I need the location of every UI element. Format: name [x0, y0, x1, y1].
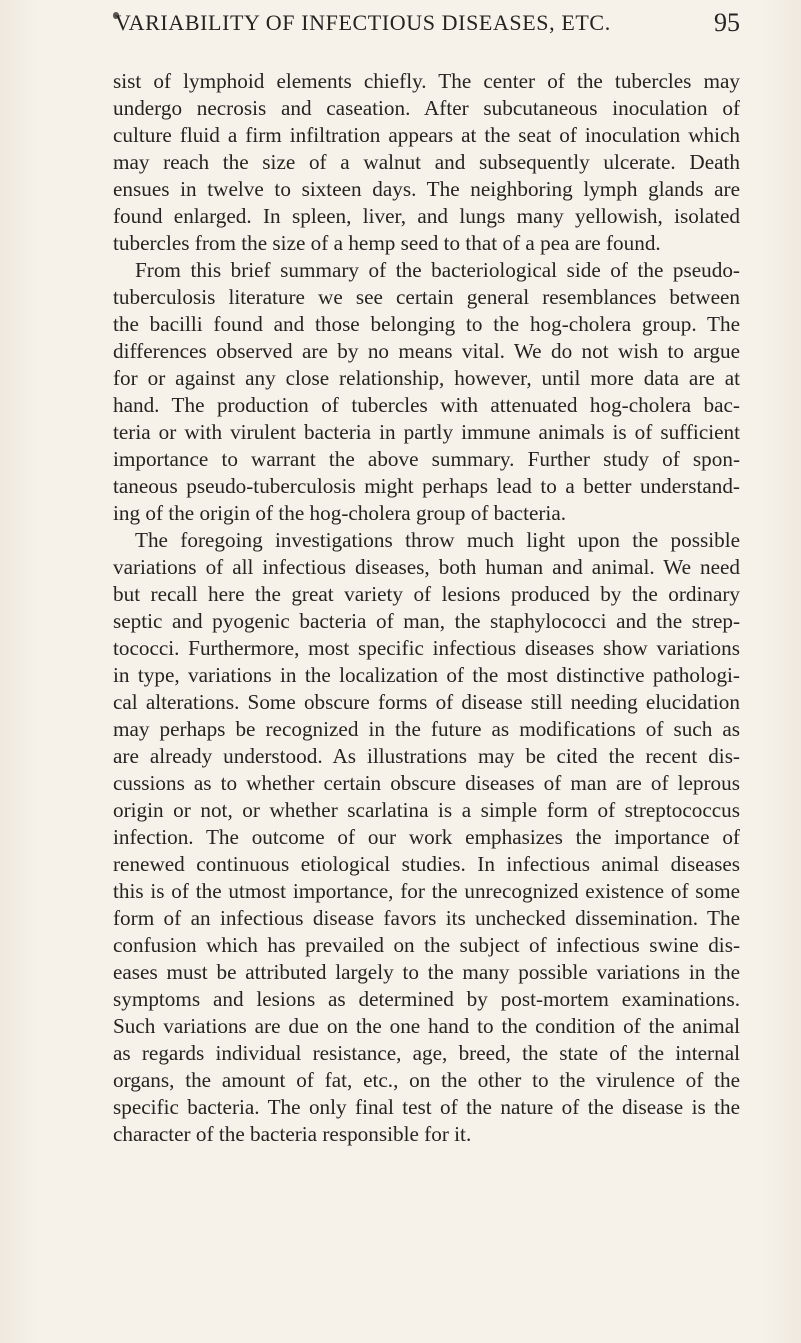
text-line: may reach the size of a walnut and subsequently ulcerate. Death [113, 150, 740, 174]
text-line: teria or with virulent bacteria in partly immune animals is of sufficient [113, 420, 740, 444]
text-line: this is of the utmost importance, for the unrecognized existence of some [113, 879, 740, 903]
text-line: ing of the origin of the hog-cholera group of bacteria. [113, 501, 567, 525]
text-line: character of the bacteria responsible for it. [113, 1122, 472, 1146]
text-line: culture fluid a firm infiltration appears at the seat of inoculation which [113, 123, 740, 147]
text-line: specific bacteria. The only final test of the nature of the disease is the [113, 1095, 740, 1119]
text-line: confusion which has prevailed on the subject of infectious swine dis- [113, 933, 740, 957]
text-line: septic and pyogenic bacteria of man, the staphylococci and the strep- [113, 609, 740, 633]
text-line: but recall here the great variety of lesions produced by the ordinary [113, 582, 740, 606]
text-line: infection. The outcome of our work emphasizes the importance of [113, 825, 740, 849]
text-line: undergo necrosis and caseation. After subcutaneous inoculation of [113, 96, 740, 120]
text-line: From this brief summary of the bacteriological side of the pseudo- [135, 258, 740, 282]
text-line: tococci. Furthermore, most specific infectious diseases show variations [113, 636, 740, 660]
text-line: are already understood. As illustrations may be cited the recent dis- [113, 744, 740, 768]
page-header [115, 10, 740, 40]
page-number: 95 [714, 8, 740, 37]
text-line: symptoms and lesions as determined by post-mortem examinations. [113, 987, 740, 1011]
body-text [113, 68, 740, 1148]
text-line: Such variations are due on the one hand to the condition of the animal [113, 1014, 740, 1038]
text-line: variations of all infectious diseases, both human and animal. We need [113, 555, 740, 579]
text-line: differences observed are by no means vital. We do not wish to argue [113, 339, 740, 363]
running-head: VARIABILITY OF INFECTIOUS DISEASES, ETC. [115, 10, 611, 35]
text-line: importance to warrant the above summary. Further study of spon- [113, 447, 740, 471]
text-line: found enlarged. In spleen, liver, and lungs many yellowish, isolated [113, 204, 740, 228]
text-line: as regards individual resistance, age, breed, the state of the internal [113, 1041, 740, 1065]
text-line: sist of lymphoid elements chiefly. The center of the tubercles may [113, 69, 740, 93]
text-line: origin or not, or whether scarlatina is a simple form of streptococcus [113, 798, 740, 822]
text-line: cal alterations. Some obscure forms of disease still needing elucidation [113, 690, 740, 714]
text-line: may perhaps be recognized in the future as modifications of such as [113, 717, 740, 741]
text-line: for or against any close relationship, however, until more data are at [113, 366, 740, 390]
text-line: The foregoing investigations throw much light upon the possible [135, 528, 740, 552]
text-line: hand. The production of tubercles with attenuated hog-cholera bac- [113, 393, 740, 417]
text-line: tubercles from the size of a hemp seed to that of a pea are found. [113, 231, 661, 255]
text-line: renewed continuous etiological studies. In infectious animal diseases [113, 852, 740, 876]
text-line: the bacilli found and those belonging to the hog-cholera group. The [113, 312, 740, 336]
text-line: eases must be attributed largely to the many possible variations in the [113, 960, 740, 984]
text-line: organs, the amount of fat, etc., on the other to the virulence of the [113, 1068, 740, 1092]
text-line: taneous pseudo-tuberculosis might perhaps lead to a better understand- [113, 474, 740, 498]
text-line: cussions as to whether certain obscure diseases of man are of leprous [113, 771, 740, 795]
text-line: form of an infectious disease favors its unchecked dissemination. The [113, 906, 740, 930]
text-line: tuberculosis literature we see certain general resemblances between [113, 285, 740, 309]
text-line: in type, variations in the localization of the most distinctive pathologi- [113, 663, 740, 687]
text-line: ensues in twelve to sixteen days. The neighboring lymph glands are [113, 177, 740, 201]
